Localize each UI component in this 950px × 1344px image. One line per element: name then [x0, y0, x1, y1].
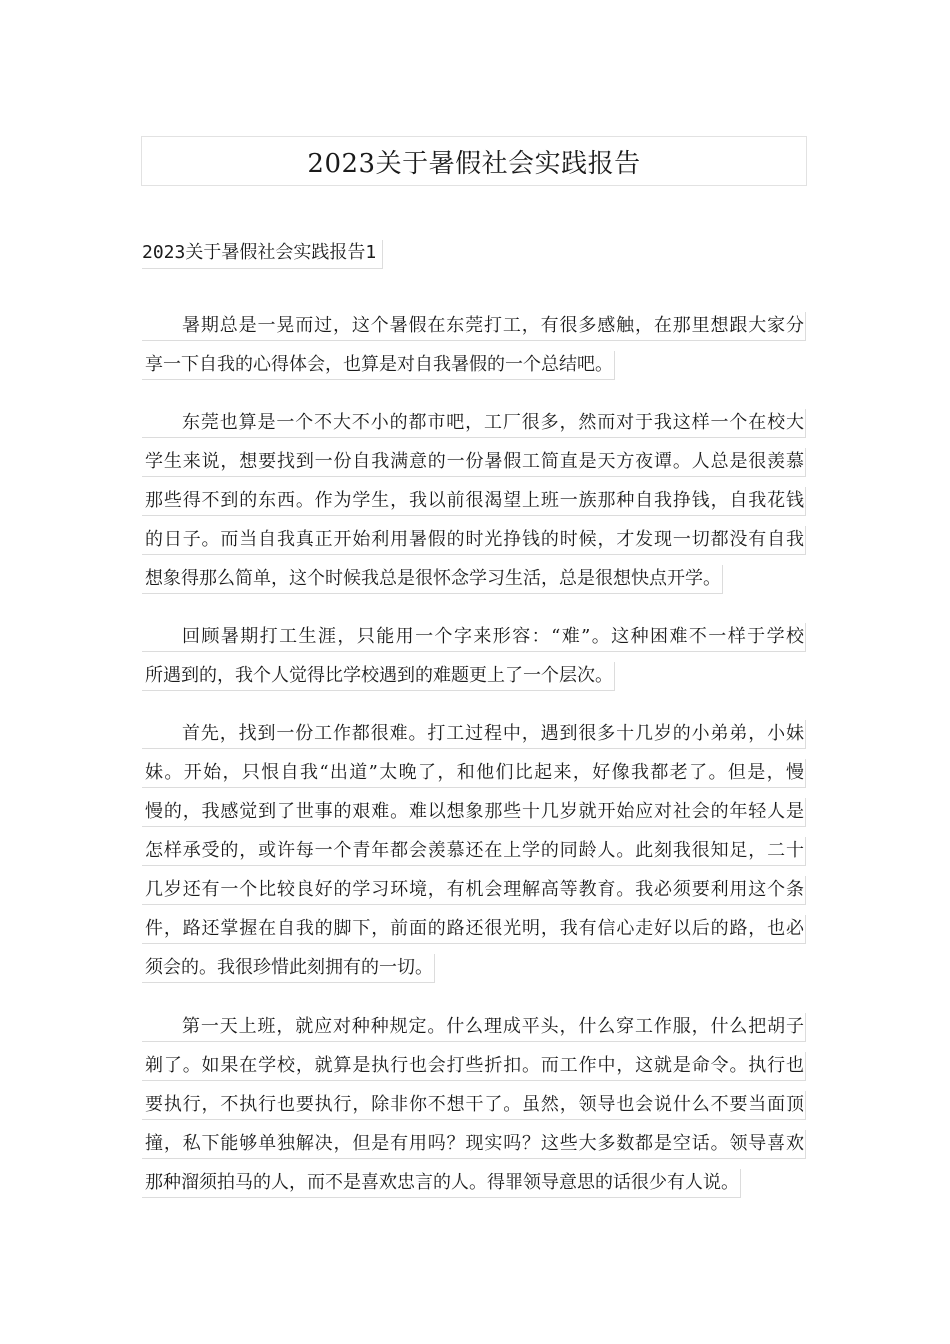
paragraph-4	[142, 720, 806, 993]
paragraph-line: 第一天上班，就应对种种规定。什么理成平头，什么穿工作服，什么把胡子	[142, 1013, 806, 1042]
paragraph-line: 首先，找到一份工作都很难。打工过程中，遇到很多十几岁的小弟弟，小妹	[142, 720, 806, 749]
paragraph-line: 回顾暑期打工生涯，只能用一个字来形容：“难”。这种困难不一样于学校	[142, 623, 806, 652]
paragraph-line: 那种溜须拍马的人，而不是喜欢忠言的人。得罪领导意思的话很少有人说。	[142, 1169, 741, 1198]
paragraph-line: 怎样承受的，或许每一个青年都会羡慕还在上学的同龄人。此刻我很知足，二十	[142, 837, 806, 866]
paragraph-line: 要执行，不执行也要执行，除非你不想干了。虽然，领导也会说什么不要当面顶	[142, 1091, 806, 1120]
paragraph-line: 妹。开始，只恨自我“出道”太晚了，和他们比起来，好像我都老了。但是，慢	[142, 759, 806, 788]
paragraph-line: 几岁还有一个比较良好的学习环境，有机会理解高等教育。我必须要利用这个条	[142, 876, 806, 905]
paragraph-2	[142, 409, 806, 604]
paragraph-5	[142, 1013, 806, 1208]
paragraph-1	[142, 312, 806, 390]
paragraph-line: 须会的。我很珍惜此刻拥有的一切。	[142, 954, 435, 983]
document-title: 2023关于暑假社会实践报告	[307, 148, 641, 179]
paragraph-line: 享一下自我的心得体会，也算是对自我暑假的一个总结吧。	[142, 351, 615, 380]
section-heading: 2023关于暑假社会实践报告1	[142, 240, 383, 269]
paragraph-line: 暑期总是一晃而过，这个暑假在东莞打工，有很多感触，在那里想跟大家分	[142, 312, 806, 341]
paragraph-line: 想象得那么简单，这个时候我总是很怀念学习生活，总是很想快点开学。	[142, 565, 723, 594]
title-box	[141, 136, 807, 186]
paragraph-line: 所遇到的，我个人觉得比学校遇到的难题更上了一个层次。	[142, 662, 615, 691]
paragraph-line: 剃了。如果在学校，就算是执行也会打些折扣。而工作中，这就是命令。执行也	[142, 1052, 806, 1081]
paragraph-line: 件，路还掌握在自我的脚下，前面的路还很光明，我有信心走好以后的路，也必	[142, 915, 806, 944]
paragraph-line: 慢的，我感觉到了世事的艰难。难以想象那些十几岁就开始应对社会的年轻人是	[142, 798, 806, 827]
paragraph-line: 那些得不到的东西。作为学生，我以前很渴望上班一族那种自我挣钱，自我花钱	[142, 487, 806, 516]
paragraph-line: 学生来说，想要找到一份自我满意的一份暑假工简直是天方夜谭。人总是很羡慕	[142, 448, 806, 477]
paragraph-line: 的日子。而当自我真正开始利用暑假的时光挣钱的时候，才发现一切都没有自我	[142, 526, 806, 555]
paragraph-3	[142, 623, 806, 701]
paragraph-line: 东莞也算是一个不大不小的都市吧，工厂很多，然而对于我这样一个在校大	[142, 409, 806, 438]
paragraph-line: 撞，私下能够单独解决，但是有用吗？现实吗？这些大多数都是空话。领导喜欢	[142, 1130, 806, 1159]
